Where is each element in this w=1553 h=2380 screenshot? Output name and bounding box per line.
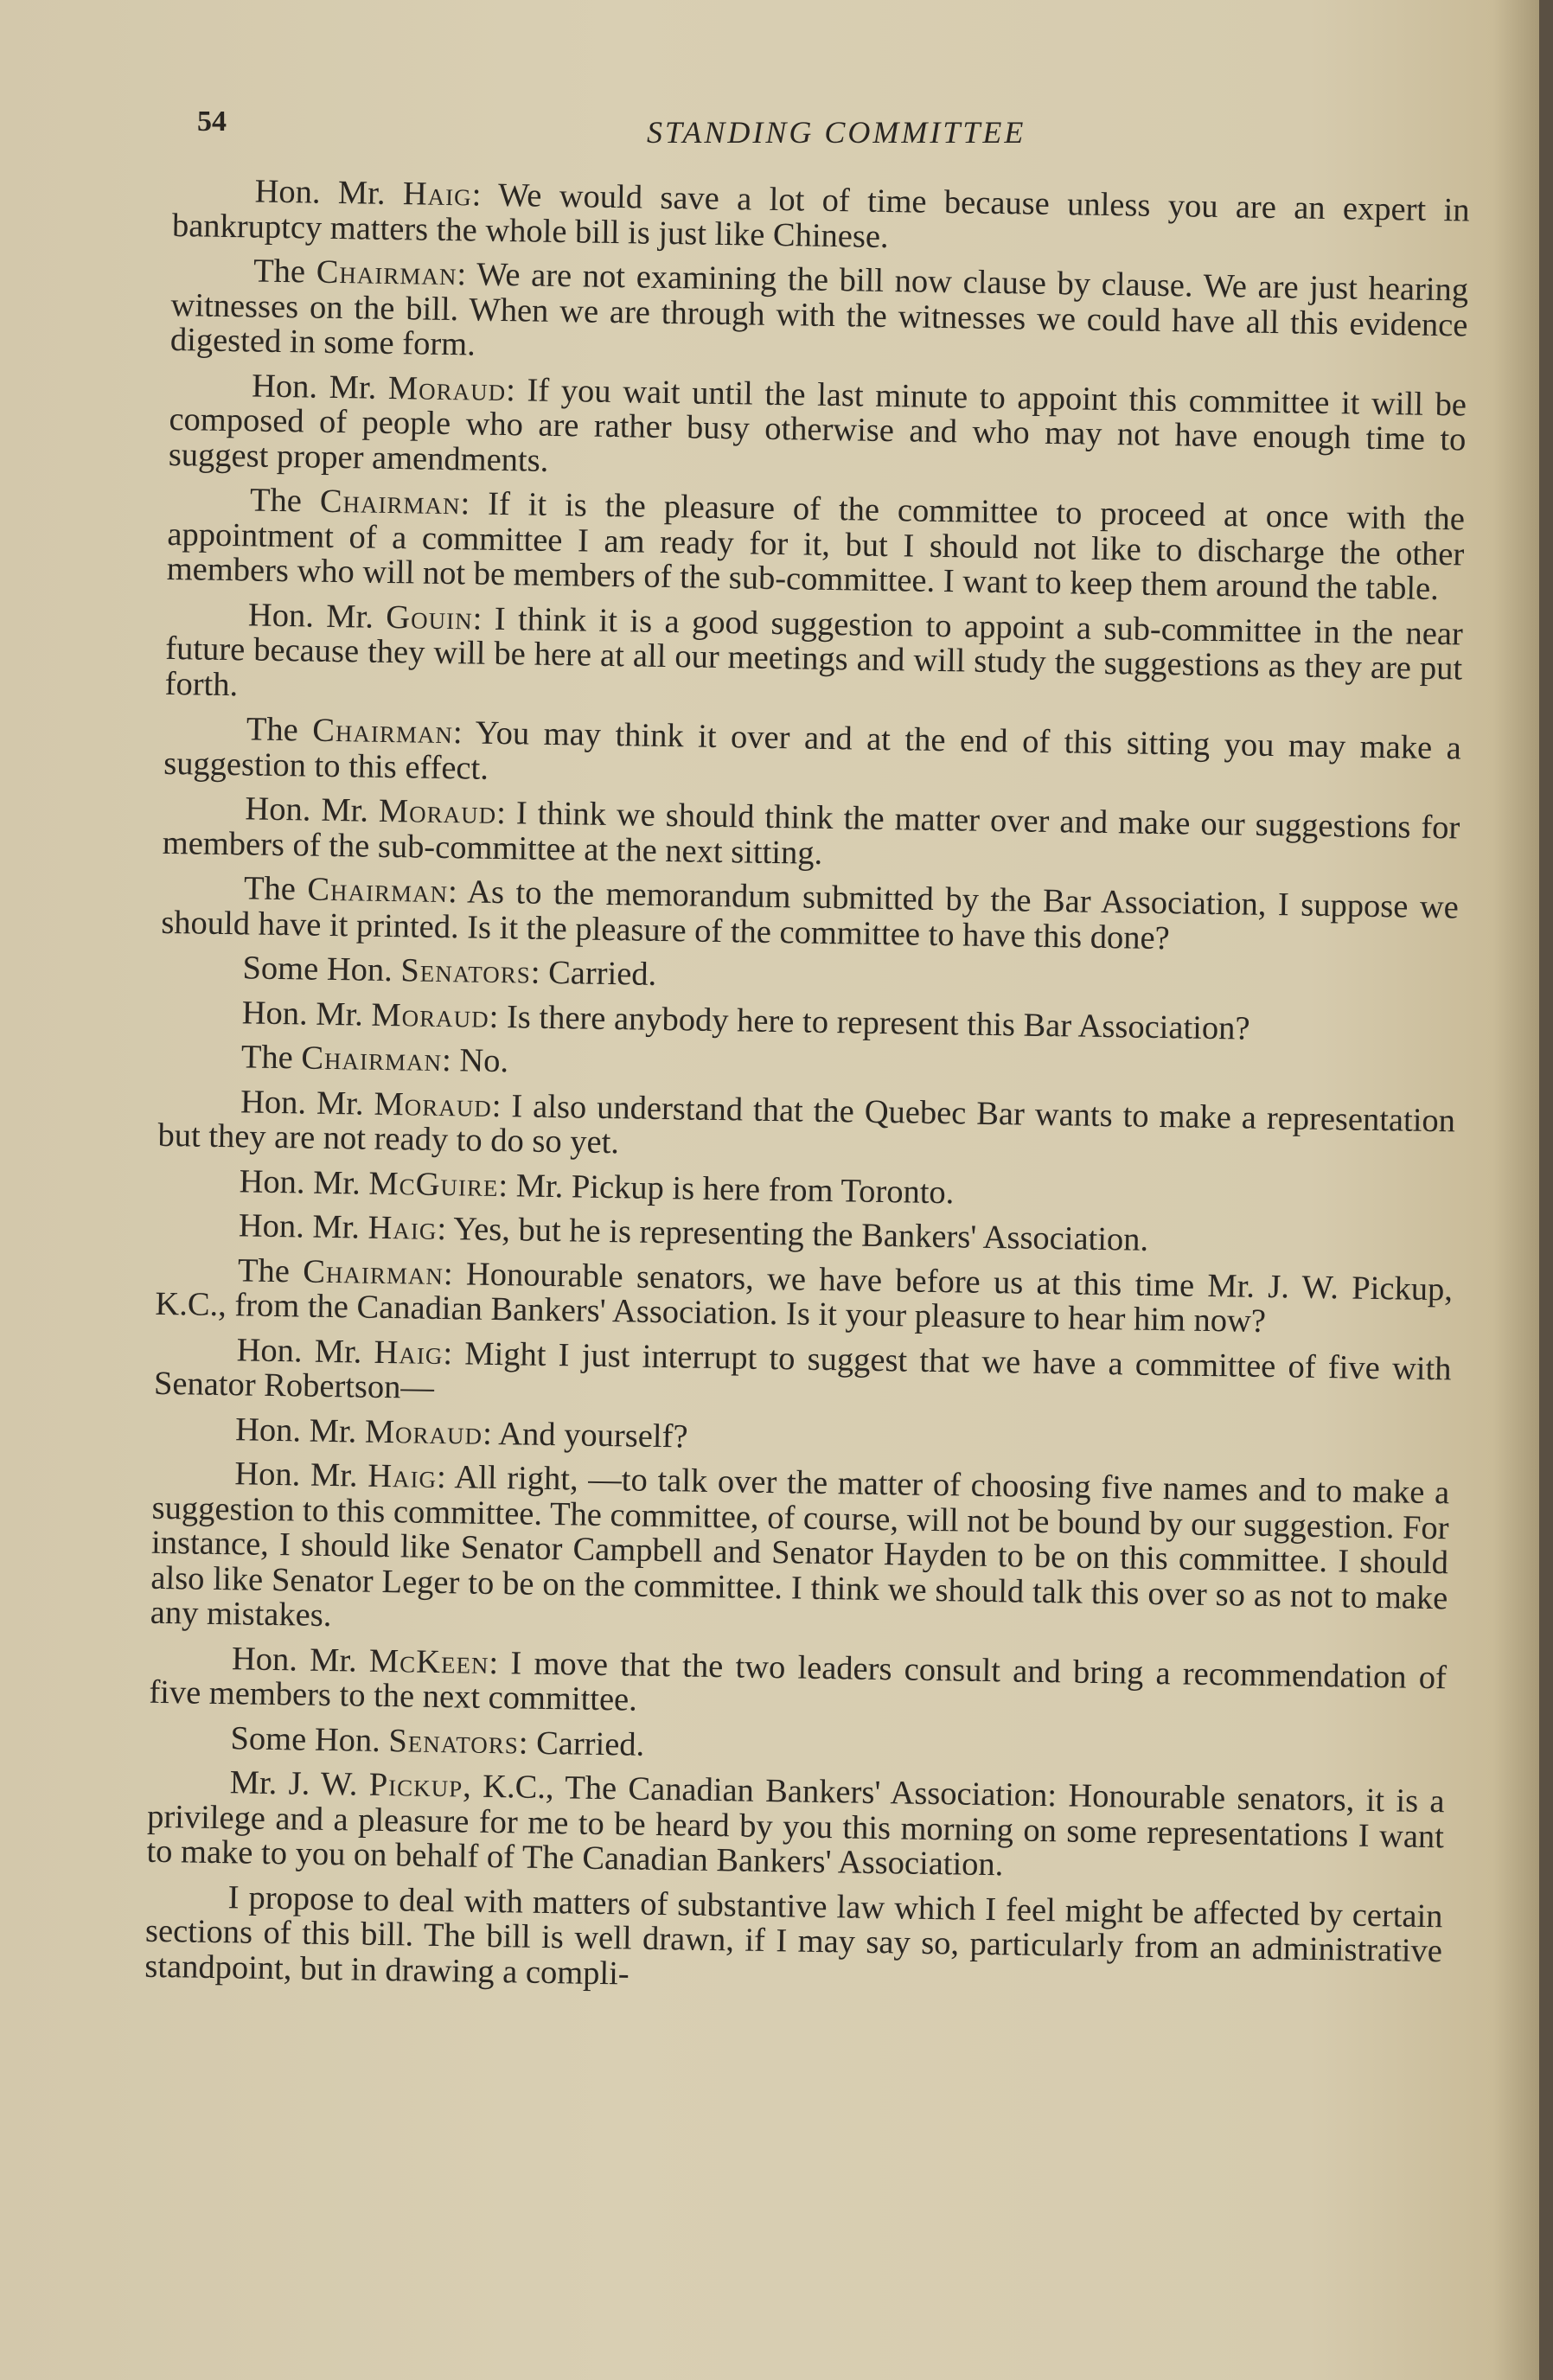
speaker-name: Chairman [301, 1040, 443, 1079]
speaker-name: Gouin [386, 598, 473, 637]
speaker-name: Haig [374, 1334, 444, 1372]
running-head [197, 106, 1477, 157]
speaker-name: Chairman [307, 871, 449, 911]
speech-paragraph: Hon. Mr. Gouin: I think it is a good suggestion to appoint a sub-committee in the near future because they will be here at all our meetings and will study the suggestions as they are put forth. [164, 596, 1464, 703]
speaker-name: Haig [367, 1457, 438, 1495]
speech-paragraph: The Chairman: As to the memorandum submitted by the Bar Association, I suppose we should have it printed. Is it the pleasure of the committee to have this done? [161, 870, 1460, 956]
speech-paragraph: Hon. Mr. Moraud: If you wait until the last minute to appoint this committee it will be composed of people who are rather busy otherwise and who may not have enough time to suggest proper amendments. [168, 367, 1467, 479]
speech-paragraph: Hon. Mr. Moraud: Is there anybody here to represent this Bar Association? [241, 994, 1250, 1047]
speaker-name: Chairman [311, 712, 454, 752]
speech-paragraph: Hon. Mr. McGuire: Mr. Pickup is here from Toronto. [239, 1162, 955, 1211]
speaker-name: Senators [388, 1722, 520, 1762]
speaker-name: McGuire [368, 1165, 499, 1204]
speaker-name: Moraud [387, 369, 507, 408]
speaker-name: Haig [402, 176, 473, 214]
running-head-title: STANDING COMMITTEE [647, 115, 1026, 150]
speaker-name: Moraud [364, 1413, 483, 1452]
speech-paragraph: Hon. Mr. Moraud: I think we should think the matter over and make our suggestions for members of the sub-committee at the next sitting. [162, 790, 1460, 872]
body-paragraph: I propose to deal with matters of substantive law which I feel might be affected by certain sections of this bill. The bill is well drawn, if I may say so, particularly from an administrative standpoint, but in drawing a compli- [144, 1878, 1443, 1993]
speech-paragraph: Some Hon. Senators: Carried. [230, 1719, 645, 1763]
speech-paragraph: Hon. Mr. Moraud: I also understand that the Quebec Bar wants to make a representation but they are not ready to do so yet. [157, 1083, 1456, 1161]
page-number: 54 [197, 106, 227, 138]
speech-paragraph: Hon. Mr. McKeen: I move that the two leaders consult and bring a recommendation of five members to the next committee. [149, 1640, 1448, 1718]
speech-paragraph: The Chairman: Honourable senators, we have before us at this time Mr. J. W. Pickup, K.C., from the Canadian Bankers' Association. Is it your pleasure to hear him now? [155, 1251, 1454, 1340]
speech-paragraph: Hon. Mr. Haig: Yes, but he is representing the Bankers' Association. [238, 1207, 1149, 1258]
speech-paragraph: Hon. Mr. Haig: Might I just interrupt to suggest that we have a committee of five with Senator Robertson— [153, 1331, 1452, 1406]
speech-paragraph: Mr. J. W. Pickup, K.C., The Canadian Bankers' Association: Honourable senators, it is a privilege and a pleasure for me to be heard by you this morning on some representations I want to make to you on behalf of The Canadian Bankers' Association. [146, 1764, 1445, 1884]
speaker-name: Chairman [316, 253, 457, 293]
speech-paragraph: Hon. Mr. Haig: All right, —to talk over the matter of choosing five names and to make a suggestion to this committee. The committee, of course, will not be bound by our suggestion. For instance, I should like Senator Campbell and Senator Hayden to be on this committee. I should also like Senator Leger to be on the committee. I think we should talk this over so as not to make any mistakes. [150, 1456, 1450, 1635]
speaker-name: Pickup [368, 1766, 463, 1805]
transcript-body [144, 173, 1470, 2013]
speaker-name: Haig [367, 1209, 438, 1247]
speech-paragraph: The Chairman: If it is the pleasure of the committee to proceed at once with the appointment of a committee I am ready for it, but I should not like to discharge the other members who will not be members of the sub-committee. I want to keep them around the table. [166, 482, 1466, 608]
speech-paragraph: Hon. Mr. Haig: We would save a lot of time because unless you are an expert in bankruptcy matters the whole bill is just like Chinese. [171, 173, 1470, 255]
speaker-name: Chairman [302, 1253, 444, 1292]
speech-paragraph: Hon. Mr. Moraud: And yourself? [234, 1411, 688, 1456]
speaker-name: Moraud [371, 996, 490, 1035]
speech-paragraph: The Chairman: No. [240, 1039, 509, 1080]
speaker-name: Moraud [378, 792, 497, 831]
speaker-name: Senators [400, 952, 532, 991]
book-spine-edge [1539, 0, 1553, 2380]
speech-paragraph: The Chairman: We are not examining the bill now clause by clause. We are just hearing witnesses on the bill. When we are through with the witnesses we could have all this evidence digested in some form. [169, 253, 1469, 363]
speech-paragraph: The Chairman: You may think it over and at the end of this sitting you may make a suggestion to this effect. [163, 711, 1462, 787]
speaker-name: Moraud [374, 1085, 493, 1124]
speaker-name: McKeen [368, 1642, 489, 1681]
speaker-name: Chairman [319, 483, 461, 522]
speech-paragraph: Some Hon. Senators: Carried. [242, 950, 657, 993]
